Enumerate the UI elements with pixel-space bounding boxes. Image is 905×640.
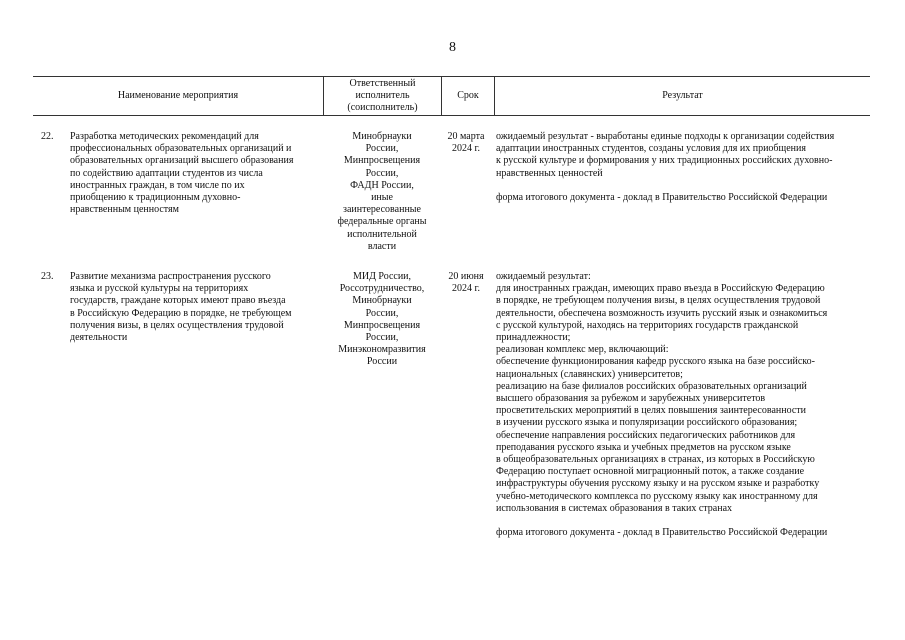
page-number: 8 xyxy=(449,40,456,55)
name-line: иностранных граждан, в том числе по их xyxy=(70,179,245,191)
result-line: в общеобразовательных организациях в странах, из которых в Российскую xyxy=(496,454,815,466)
executor-line: России, xyxy=(365,167,399,179)
term-line: 20 июня xyxy=(448,271,484,282)
result-line: с русской культурой, находясь на территориях государств гражданской xyxy=(496,319,799,331)
result-line: деятельности, обеспечена возможность изучить русский язык и ознакомиться xyxy=(496,307,828,319)
result-line: учебно-методического комплекса по русскому языку как иностранному для xyxy=(496,490,818,502)
result-paragraph xyxy=(496,131,870,180)
row-executor xyxy=(323,271,441,369)
header-executor-line: (соисполнитель) xyxy=(347,102,418,114)
executor-line: ФАДН России, xyxy=(350,179,414,191)
result-line: адаптации иностранных студентов, созданы условия для их приобщения xyxy=(496,143,806,155)
result-paragraph xyxy=(496,527,870,539)
result-line: принадлежности; xyxy=(496,332,571,344)
executor-line: России, xyxy=(365,143,399,155)
name-line: образовательных организаций высшего образования xyxy=(70,155,294,167)
result-line: к русской культуре и формирования у них традиционных российских духовно- xyxy=(496,155,833,167)
result-line: для иностранных граждан, имеющих право въезда в Российскую Федерацию xyxy=(496,283,825,295)
result-line: нравственных ценностей xyxy=(496,167,603,179)
executor-line: Минобрнауки xyxy=(352,131,412,142)
result-line: Федерацию поступает основной миграционный поток, а также создание xyxy=(496,466,805,478)
header-executor-line: Ответственный xyxy=(349,77,416,89)
executor-line: Минпросвещения xyxy=(343,155,421,167)
name-line: Развитие механизма распространения русского xyxy=(70,271,271,282)
header-term: Срок xyxy=(457,89,479,101)
executor-line: МИД России, xyxy=(352,271,412,282)
result-line: обеспечение функционирования кафедр русского языка на базе российско- xyxy=(496,356,815,368)
events-table xyxy=(33,76,870,539)
name-line: нравственным ценностям xyxy=(70,204,179,216)
executor-line: иные xyxy=(371,192,393,204)
executor-line: исполнительной xyxy=(347,228,417,240)
result-line: в порядке, не требующем получения визы, в целях осуществления трудовой xyxy=(496,295,821,307)
header-name: Наименование мероприятия xyxy=(117,89,239,101)
name-line: получения визы, в целях осуществления трудовой xyxy=(70,319,284,331)
result-line: просветительских мероприятий в целях повышения заинтересованности xyxy=(496,405,807,417)
row-number: 22. xyxy=(41,131,54,142)
name-line: приобщению к традиционным духовно- xyxy=(70,192,241,204)
row-term xyxy=(441,271,491,295)
header-executor xyxy=(324,77,441,115)
executor-line: федеральные органы xyxy=(337,216,427,228)
table-header xyxy=(33,76,870,116)
result-paragraph xyxy=(496,271,870,515)
executor-line: России, xyxy=(365,307,399,319)
result-paragraph xyxy=(496,192,870,204)
name-line: по содействию адаптации студентов из числа xyxy=(70,167,263,179)
result-line: форма итогового документа - доклад в Правительство Российской Федерации xyxy=(496,527,828,539)
result-line: ожидаемый результат: xyxy=(496,271,591,282)
row-executor xyxy=(323,131,441,253)
result-line: национальных (славянских) университетов; xyxy=(496,368,683,380)
executor-line: Минэкономразвития xyxy=(338,344,426,356)
executor-line: заинтересованные xyxy=(343,204,421,216)
row-number: 23. xyxy=(41,271,54,282)
row-result xyxy=(496,271,870,539)
executor-line: Минпросвещения xyxy=(343,319,421,331)
term-line: 2024 г. xyxy=(452,283,480,295)
executor-line: России xyxy=(366,356,398,368)
result-line: преподавания русского языка и учебных предметов на русском языке xyxy=(496,441,791,453)
term-line: 20 марта xyxy=(447,131,485,142)
header-executor-line: исполнитель xyxy=(355,89,410,101)
executor-line: власти xyxy=(367,240,397,252)
result-line: форма итогового документа - доклад в Правительство Российской Федерации xyxy=(496,191,828,203)
result-line: высшего образования за рубежом и зарубежных университетов xyxy=(496,393,766,405)
executor-line: Россотрудничество, xyxy=(339,283,425,295)
result-line: реализацию на базе филиалов российских образовательных организаций xyxy=(496,380,807,392)
result-line: ожидаемый результат - выработаны единые подходы к организации содействия xyxy=(496,131,835,142)
result-line: в изучении русского языка и популяризации российского образования; xyxy=(496,417,798,429)
result-line: использования в системах образования в таких странах xyxy=(496,502,733,514)
executor-line: Минобрнауки xyxy=(352,295,412,307)
name-line: государств, граждане которых имеют право въезда xyxy=(70,295,286,307)
name-line: Разработка методических рекомендаций для xyxy=(70,131,259,142)
result-line: инфраструктуры обучения русскому языку и на русском языке и разработку xyxy=(496,478,820,490)
term-line: 2024 г. xyxy=(452,143,480,155)
row-name xyxy=(70,271,315,344)
result-line: реализован комплекс мер, включающий: xyxy=(496,344,669,356)
name-line: профессиональных образовательных организаций и xyxy=(70,143,292,155)
result-line: обеспечение направления российских педагогических работников для xyxy=(496,429,796,441)
row-result xyxy=(496,131,870,204)
row-name xyxy=(70,131,315,216)
row-term xyxy=(441,131,491,155)
executor-line: России, xyxy=(365,332,399,344)
name-line: языка и русской культуры на территориях xyxy=(70,283,249,295)
name-line: деятельности xyxy=(70,332,128,344)
name-line: в Российскую Федерацию в порядке, не требующем xyxy=(70,307,292,319)
header-result: Результат xyxy=(662,89,703,101)
